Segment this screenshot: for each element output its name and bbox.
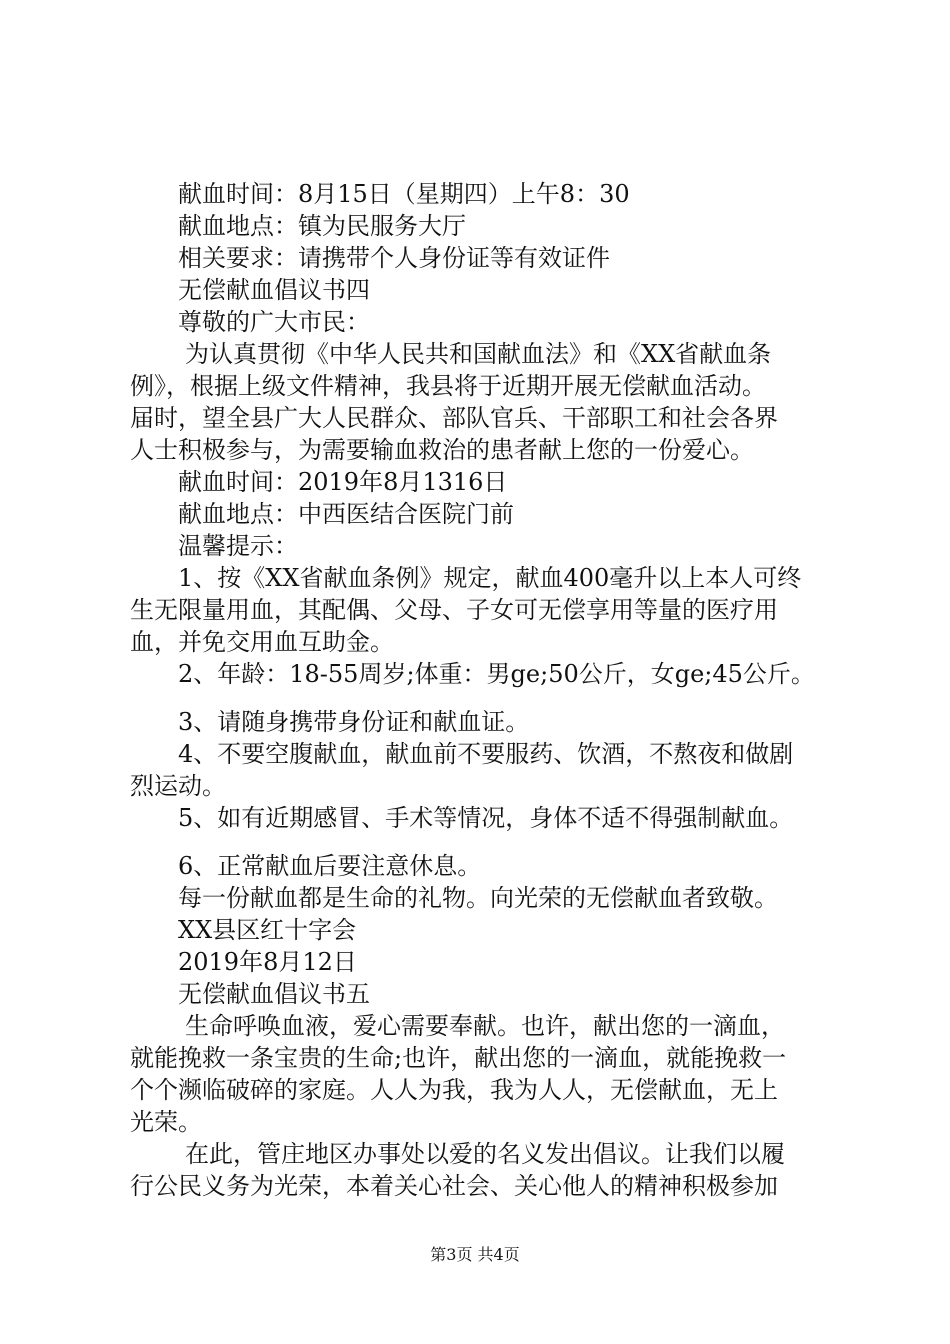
text-line: 相关要求：请携带个人身份证等有效证件 xyxy=(178,244,610,272)
text-line: 献血地点：镇为民服务大厅 xyxy=(178,212,466,240)
text-line: 为认真贯彻《中华人民共和国献血法》和《XX省献血条 xyxy=(185,340,772,368)
text-line: 血，并免交用血互助金。 xyxy=(130,628,394,656)
text-line: 献血时间：8月15日（星期四）上午8：30 xyxy=(178,180,630,208)
text-line: XX县区红十字会 xyxy=(178,916,357,944)
text-line: 例》，根据上级文件精神，我县将于近期开展无偿献血活动。 xyxy=(130,372,766,400)
text-line: 就能挽救一条宝贵的生命;也许，献出您的一滴血，就能挽救一 xyxy=(130,1044,787,1072)
text-line: 在此，管庄地区办事处以爱的名义发出倡议。让我们以履 xyxy=(185,1140,785,1168)
text-line: 1、按《XX省献血条例》规定，献血400毫升以上本人可终 xyxy=(178,564,802,592)
page-footer: 第3页 共4页 xyxy=(430,1245,520,1264)
text-line: 烈运动。 xyxy=(130,772,226,800)
text-line: 每一份献血都是生命的礼物。向光荣的无偿献血者致敬。 xyxy=(178,884,778,912)
text-line: 5、如有近期感冒、手术等情况，身体不适不得强制献血。 xyxy=(178,804,794,832)
text-line: 生命呼唤血液，爱心需要奉献。也许，献出您的一滴血， xyxy=(185,1012,785,1040)
text-line: 献血地点：中西医结合医院门前 xyxy=(178,500,514,528)
text-line: 献血时间：2019年8月1316日 xyxy=(178,468,508,496)
text-line: 行公民义务为光荣，本着关心社会、关心他人的精神积极参加 xyxy=(130,1172,778,1200)
text-line: 无偿献血倡议书五 xyxy=(178,980,370,1008)
text-line: 6、正常献血后要注意休息。 xyxy=(178,852,482,880)
text-line: 个个濒临破碎的家庭。人人为我，我为人人，无偿献血，无上 xyxy=(130,1076,778,1104)
text-line: 2、年龄：18-55周岁;体重：男ge;50公斤，女ge;45公斤。 xyxy=(178,660,815,688)
text-line: 尊敬的广大市民： xyxy=(178,308,370,336)
text-line: 4、不要空腹献血，献血前不要服药、饮酒，不熬夜和做剧 xyxy=(178,740,794,768)
text-line: 温馨提示： xyxy=(178,532,298,560)
text-line: 人士积极参与，为需要输血救治的患者献上您的一份爱心。 xyxy=(130,436,754,464)
text-line: 生无限量用血，其配偶、父母、子女可无偿享用等量的医疗用 xyxy=(130,596,778,624)
text-line: 3、请随身携带身份证和献血证。 xyxy=(178,708,530,736)
text-line: 无偿献血倡议书四 xyxy=(178,276,370,304)
text-line: 2019年8月12日 xyxy=(178,948,357,976)
text-line: 届时，望全县广大人民群众、部队官兵、干部职工和社会各界 xyxy=(130,404,778,432)
text-line: 光荣。 xyxy=(130,1108,202,1136)
